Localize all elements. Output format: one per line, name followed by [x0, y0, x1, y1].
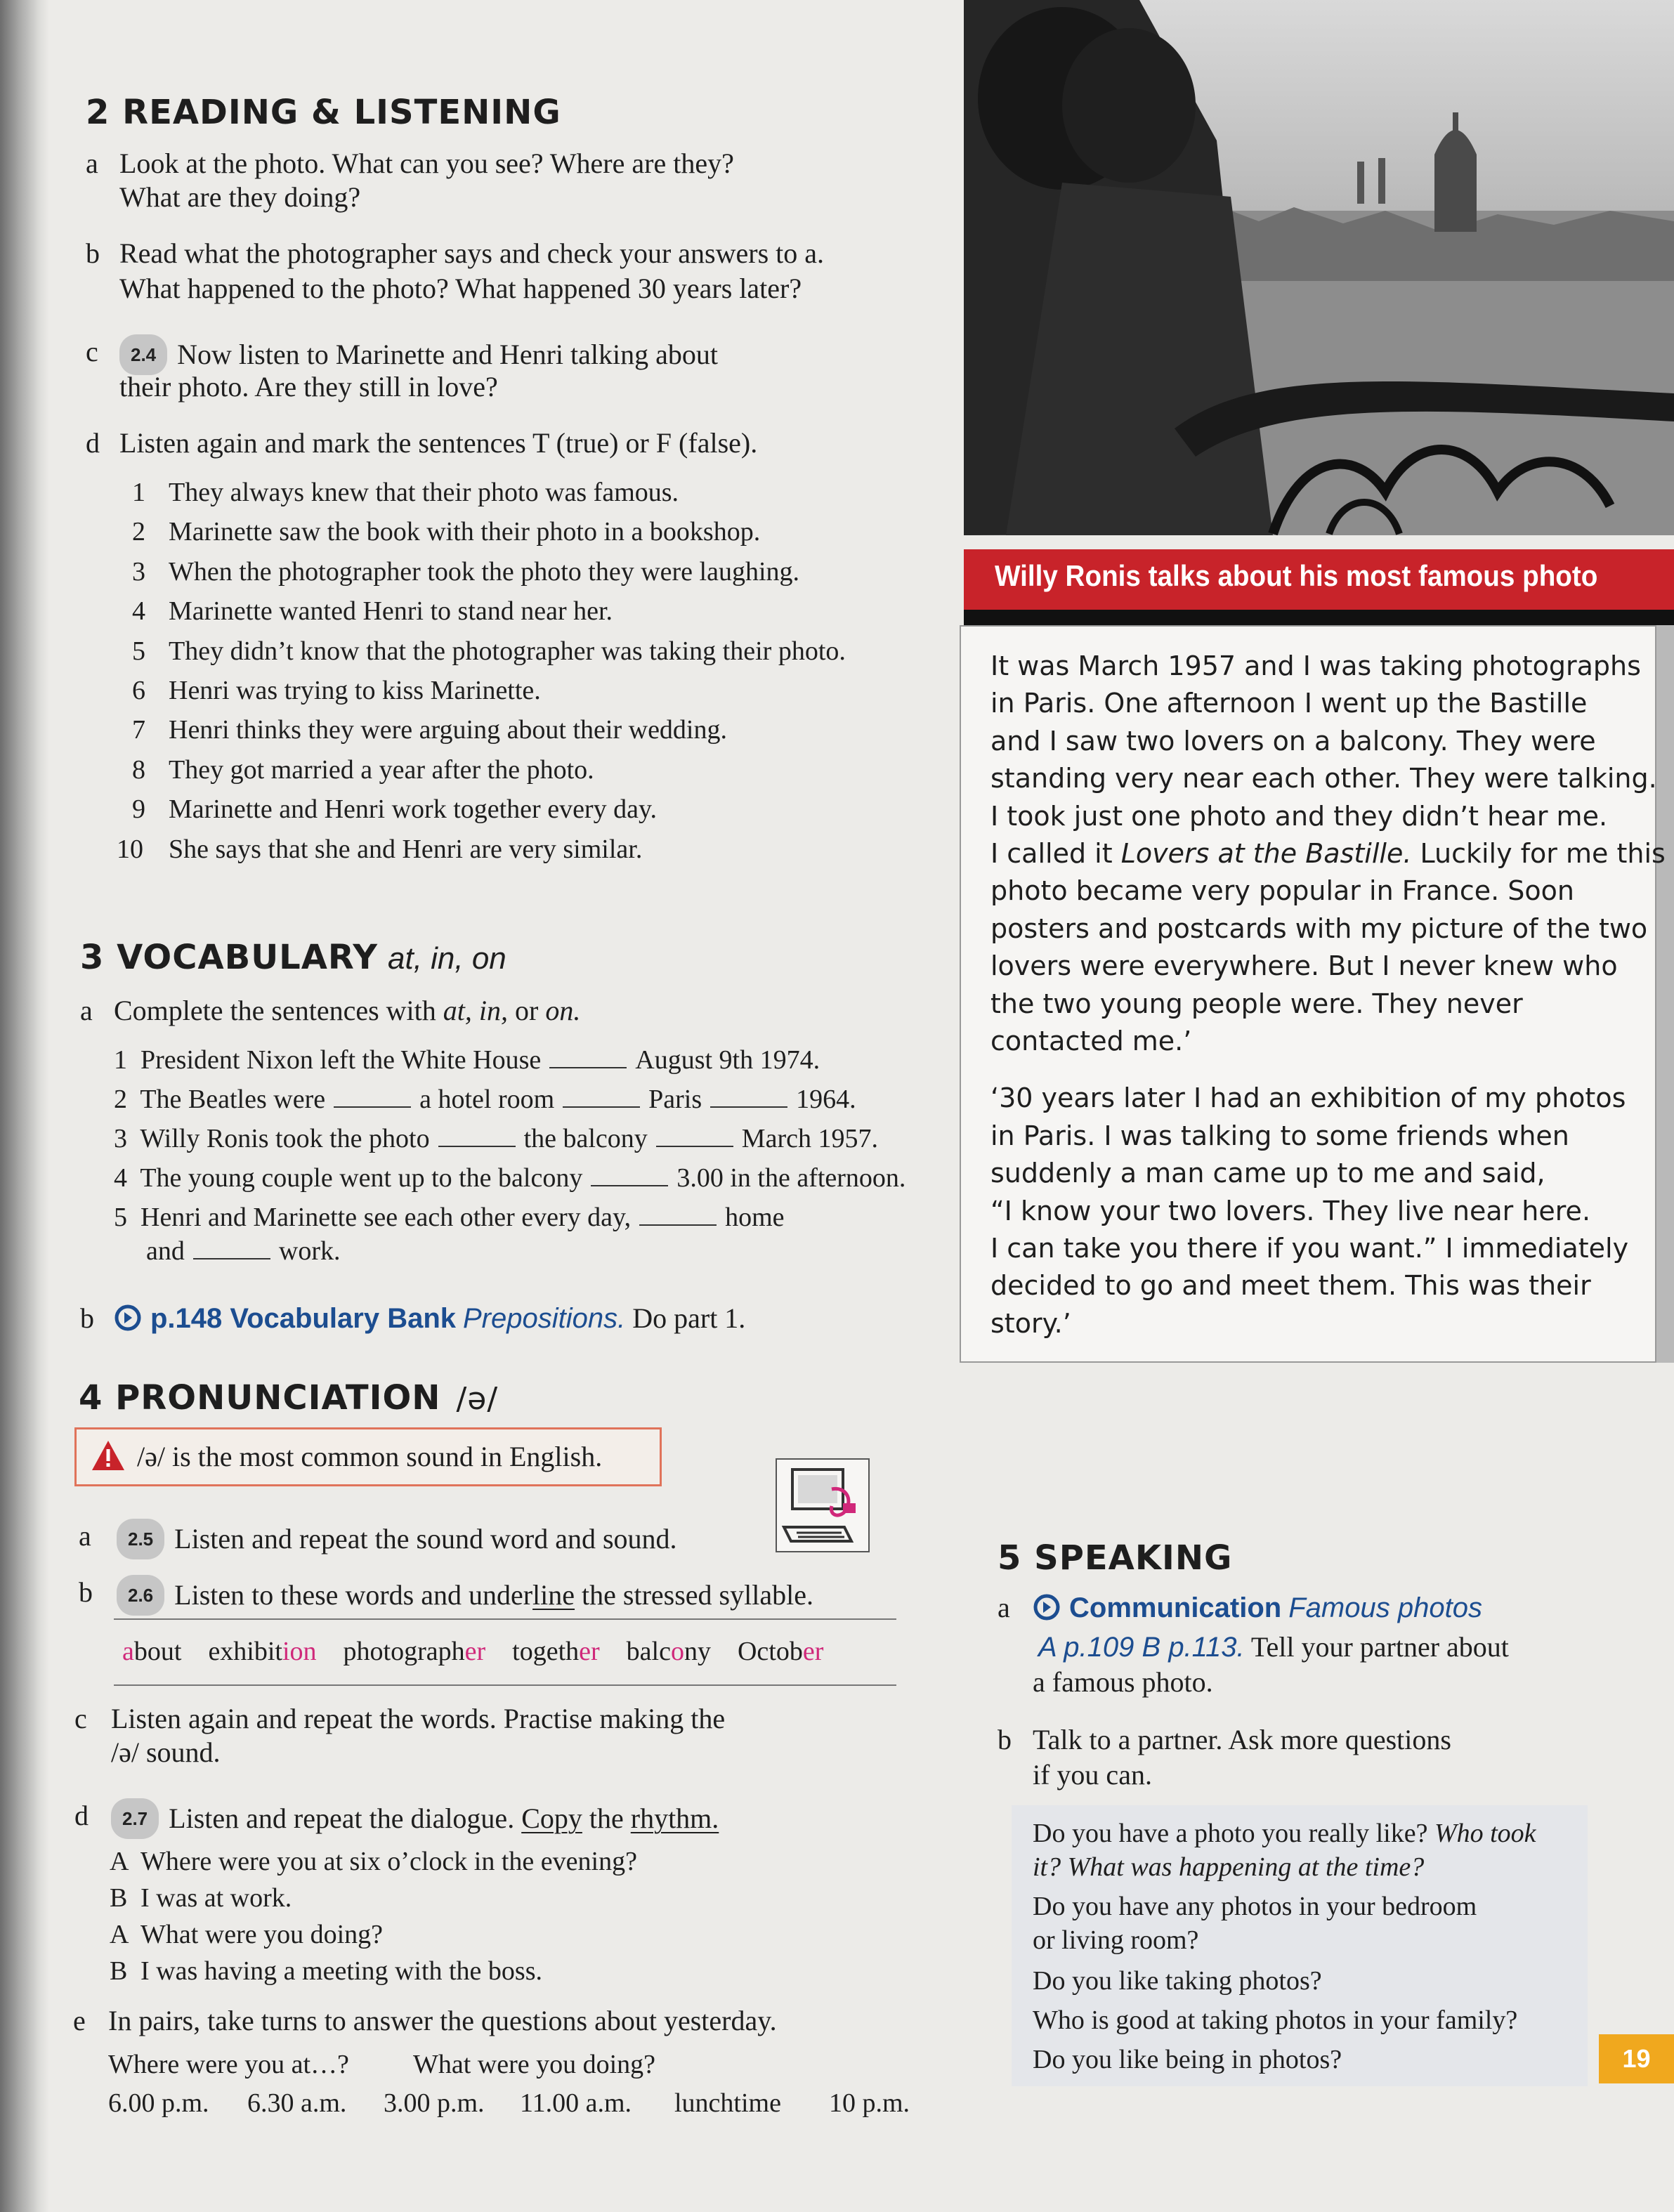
story-line: I can take you there if you want.” I immediately — [990, 1233, 1629, 1264]
section-5-heading — [998, 1538, 1232, 1578]
instruction-or: or — [515, 995, 539, 1026]
story-line: posters and postcards with my picture of the two — [990, 912, 1648, 944]
reading-a-line2: What are they doing? — [119, 181, 361, 213]
vocab-item-4 — [114, 1158, 905, 1198]
dialogue-line: Where were you at six o’clock in the evening? — [140, 1847, 637, 1876]
sentence-number: 5 — [132, 636, 145, 666]
story-line: and I saw two lovers on a balcony. They were — [990, 725, 1596, 757]
question-3: Do you like taking photos? — [1033, 1966, 1322, 1996]
vocab-text: President Nixon left the White House — [140, 1045, 542, 1075]
instruction-text: Complete the sentences with — [114, 995, 436, 1026]
speaking-b-line1: Talk to a partner. Ask more questions — [1033, 1724, 1451, 1755]
story-line: photo became very popular in France. Soon — [990, 875, 1574, 907]
section-title: READING & LISTENING — [122, 93, 561, 132]
section-4-heading — [79, 1378, 498, 1418]
instruction-part: the stressed syllable. — [582, 1579, 813, 1611]
communication-link[interactable] — [1033, 1590, 1482, 1625]
question-2-line1: Do you have any photos in your bedroom — [1033, 1892, 1477, 1921]
vocab-item-5-cont — [146, 1231, 340, 1271]
story-text-part: Luckily for me this — [1420, 838, 1666, 869]
question-1-line2 — [1033, 1850, 1424, 1884]
reading-d-intro: Listen again and mark the sentences T (true) or F (false). — [119, 427, 758, 459]
item-letter: c — [74, 1703, 87, 1734]
section-number: 3 — [80, 938, 105, 977]
section-title: SPEAKING — [1034, 1538, 1233, 1578]
dialogue-line: What were you doing? — [140, 1920, 384, 1949]
fill-blank[interactable] — [656, 1123, 733, 1147]
fill-blank[interactable] — [563, 1084, 640, 1108]
sentence-number: 3 — [132, 556, 145, 587]
warning-box — [74, 1427, 662, 1486]
phonetic-symbol: /ə/ — [456, 1381, 499, 1417]
story-line: story.’ — [990, 1307, 1071, 1339]
follow-up-question: Who took — [1434, 1819, 1536, 1848]
speaking-a-text: Tell your partner about — [1250, 1631, 1509, 1663]
vocabulary-bank-ref: p.148 Vocabulary Bank — [150, 1303, 456, 1334]
true-false-sentence: They always knew that their photo was famous. — [169, 478, 679, 507]
item-letter: b — [80, 1302, 94, 1334]
true-false-sentence: When the photographer took the photo they were laughing. — [169, 556, 800, 587]
story-line: suddenly a man came up to me and said, — [990, 1158, 1545, 1189]
communication-title: Famous photos — [1288, 1592, 1482, 1623]
vocab-item-number: 2 — [114, 1085, 127, 1114]
dialogue-speaker: B — [110, 1956, 128, 1986]
fill-blank[interactable] — [438, 1123, 516, 1147]
sentence-number: 1 — [132, 478, 145, 507]
question-2-line2: or living room? — [1033, 1925, 1199, 1955]
word-together[interactable] — [512, 1637, 600, 1666]
sentence-number: 7 — [132, 715, 145, 745]
schwa-syllable: a — [122, 1637, 134, 1666]
communication-pages: A p.109 B p.113. — [1038, 1632, 1245, 1663]
lovers-at-bastille-photo — [964, 0, 1674, 535]
fill-blank[interactable] — [639, 1202, 717, 1226]
vocabulary-bank-rest: Do part 1. — [632, 1302, 746, 1334]
section-number: 2 — [86, 93, 110, 132]
vocab-item-number: 4 — [114, 1163, 127, 1193]
pronunciation-c-line1: Listen again and repeat the words. Practise making the — [111, 1703, 726, 1734]
vocab-item-number: 3 — [114, 1124, 127, 1153]
dialogue-speaker: A — [110, 1920, 129, 1949]
true-false-sentence: Marinette saw the book with their photo in a bookshop. — [169, 517, 761, 547]
vocab-item-3 — [114, 1119, 878, 1158]
fill-blank[interactable] — [710, 1084, 787, 1108]
warning-triangle-icon — [91, 1439, 126, 1472]
dialogue-speaker: B — [110, 1883, 128, 1913]
communication-ref: Communication — [1069, 1592, 1282, 1623]
story-line: in Paris. I was talking to some friends when — [990, 1120, 1569, 1151]
preposition-at: at, — [443, 995, 472, 1026]
vocab-text: work. — [278, 1236, 341, 1266]
fill-blank[interactable] — [549, 1045, 627, 1068]
audio-track-badge: 2.7 — [111, 1798, 159, 1839]
instruction-underlined: rhythm. — [630, 1802, 719, 1834]
syllable: photograph — [343, 1637, 465, 1666]
story-line: in Paris. One afternoon I went up the Bastille — [990, 688, 1588, 719]
vocab-text: a hotel room — [419, 1085, 555, 1114]
arrow-circle-icon — [114, 1304, 142, 1332]
reading-c-text: Now listen to Marinette and Henri talking about — [177, 339, 718, 370]
syllable: Octob — [737, 1637, 803, 1666]
story-line: I took just one photo and they didn’t hear me. — [990, 800, 1608, 832]
word-about[interactable] — [122, 1637, 181, 1666]
vocab-text: Henri and Marinette see each other every day, — [140, 1203, 632, 1232]
vocab-text: and — [146, 1236, 185, 1266]
syllable: ny — [684, 1637, 711, 1666]
schwa-syllable: er — [464, 1637, 486, 1666]
reading-a-line1: Look at the photo. What can you see? Where are they? — [119, 148, 734, 179]
book-spine-shadow — [0, 0, 49, 2212]
dialogue-line: I was having a meeting with the boss. — [140, 1956, 543, 1986]
sentence-number: 4 — [132, 596, 145, 627]
reading-c-line2: their photo. Are they still in love? — [119, 371, 498, 403]
word-photographer[interactable] — [344, 1637, 486, 1666]
vocab-item-1 — [114, 1040, 820, 1080]
pronunciation-e-q2: What were you doing? — [413, 2050, 656, 2079]
photo-title: Lovers at the Bastille. — [1120, 838, 1412, 869]
true-false-sentence: Henri thinks they were arguing about their wedding. — [169, 715, 727, 745]
question-text: Do you have a photo you really like? — [1033, 1819, 1428, 1848]
vocab-item-number: 5 — [114, 1203, 127, 1232]
reading-b-line2: What happened to the photo? What happened 30 years later? — [119, 273, 802, 304]
true-false-sentence: They didn’t know that the photographer was taking their photo. — [169, 636, 846, 666]
speaking-b-line2: if you can. — [1033, 1759, 1152, 1791]
syllable: exhibit — [208, 1637, 282, 1666]
true-false-sentence: She says that she and Henri are very similar. — [169, 834, 643, 864]
sentence-number: 6 — [132, 676, 145, 705]
lovers-photo — [964, 0, 1674, 535]
story-headline: Willy Ronis talks about his most famous photo — [995, 559, 1598, 592]
story-box-shadow — [1656, 625, 1674, 1363]
question-5: Do you like being in photos? — [1033, 2045, 1342, 2074]
vocab-text: March 1957. — [741, 1124, 878, 1153]
section-3-heading — [80, 938, 506, 977]
schwa-syllable: ion — [282, 1637, 317, 1666]
syllable: togeth — [512, 1637, 580, 1666]
item-letter: a — [86, 148, 98, 179]
vocab-text: The Beatles were — [140, 1085, 326, 1114]
vocab-text: Willy Ronis took the photo — [140, 1124, 430, 1153]
true-false-sentence: They got married a year after the photo. — [169, 754, 594, 785]
schwa-syllable: o — [670, 1637, 684, 1666]
speaking-a-line2 — [1038, 1630, 1509, 1665]
pronunciation-b-text — [117, 1575, 813, 1616]
dialogue-speaker: A — [110, 1847, 129, 1876]
item-letter: b — [998, 1724, 1012, 1755]
story-line: the two young people were. They never — [990, 988, 1523, 1019]
dialogue-line: I was at work. — [140, 1883, 292, 1913]
sentence-number: 8 — [132, 754, 145, 785]
story-line — [990, 835, 1666, 872]
true-false-sentence: Henri was trying to kiss Marinette. — [169, 676, 541, 705]
item-letter: a — [998, 1592, 1010, 1623]
story-line: contacted me.’ — [990, 1026, 1192, 1056]
true-false-sentence: Marinette wanted Henri to stand near her. — [169, 596, 613, 627]
story-line: standing very near each other. They were talking. — [990, 763, 1657, 794]
vocabulary-bank-link[interactable] — [114, 1301, 745, 1336]
section-title: VOCABULARY — [117, 938, 378, 977]
fill-blank[interactable] — [334, 1084, 411, 1108]
instruction-underlined: line — [532, 1579, 575, 1611]
syllable: balc — [626, 1637, 671, 1666]
pronunciation-e-text: In pairs, take turns to answer the questions about yesterday. — [108, 2005, 777, 2036]
time-option: 10 p.m. — [829, 2088, 910, 2118]
audio-track-badge: 2.5 — [117, 1519, 164, 1559]
time-option: 6.00 p.m. — [108, 2088, 209, 2118]
preposition-on: on. — [545, 995, 581, 1026]
item-letter: e — [73, 2005, 86, 2036]
vocab-text: 3.00 in the afternoon. — [676, 1163, 906, 1193]
section-subtitle: at, in, on — [388, 941, 506, 976]
pronunciation-e-q1: Where were you at…? — [108, 2050, 349, 2079]
schwa-syllable: er — [802, 1637, 824, 1666]
follow-up-question: it? What was happening at the time? — [1033, 1852, 1425, 1882]
vocab-text: home — [725, 1203, 785, 1232]
sentence-number: 10 — [117, 834, 143, 864]
pronunciation-c-line2: /ə/ sound. — [111, 1736, 221, 1768]
vocabulary-bank-title: Prepositions. — [463, 1303, 626, 1334]
item-letter: b — [86, 237, 100, 269]
vocab-item-number: 1 — [114, 1045, 127, 1075]
item-letter: a — [79, 1520, 91, 1552]
time-option: 6.30 a.m. — [247, 2088, 347, 2118]
word-balcony[interactable] — [627, 1637, 711, 1666]
schwa-syllable: er — [579, 1637, 600, 1666]
item-letter: d — [86, 427, 100, 459]
headline-underbar — [964, 610, 1674, 625]
instruction-part: Listen to these words and under — [174, 1579, 533, 1611]
warning-text: /ə/ is the most common sound in English. — [137, 1441, 603, 1472]
pronunciation-a-text — [117, 1519, 677, 1559]
audio-track-badge: 2.4 — [119, 334, 167, 375]
arrow-circle-icon — [1033, 1593, 1061, 1621]
story-line: “I know your two lovers. They live near here. — [990, 1195, 1591, 1226]
time-option: 3.00 p.m. — [384, 2088, 485, 2118]
section-number: 5 — [998, 1538, 1022, 1578]
computer-sound-picture — [776, 1458, 870, 1552]
word-box-bottom-rule — [114, 1684, 896, 1686]
item-letter: d — [74, 1800, 89, 1831]
section-number: 4 — [79, 1378, 103, 1418]
word-box-top-rule — [114, 1618, 896, 1620]
time-option: 11.00 a.m. — [520, 2088, 632, 2118]
story-line: It was March 1957 and I was taking photographs — [990, 650, 1641, 681]
story-headline-bar — [964, 549, 1674, 610]
item-letter: c — [86, 336, 98, 367]
stress-word-list — [122, 1634, 823, 1669]
word-exhibition[interactable] — [208, 1637, 316, 1666]
vocab-text: August 9th 1974. — [635, 1045, 820, 1075]
story-text-part: I called it — [990, 838, 1113, 869]
section-2-heading — [86, 93, 561, 132]
story-line: ‘30 years later I had an exhibition of my photos — [990, 1082, 1626, 1114]
question-4: Who is good at taking photos in your family? — [1033, 2005, 1518, 2035]
sentence-number: 2 — [132, 517, 145, 547]
word-october[interactable] — [738, 1637, 823, 1666]
reading-b-line1: Read what the photographer says and check your answers to a. — [119, 237, 825, 269]
instruction-part: Listen and repeat the dialogue. — [169, 1802, 515, 1834]
vocab-text: the balcony — [523, 1124, 648, 1153]
pronunciation-d-text — [111, 1798, 719, 1839]
true-false-sentence: Marinette and Henri work together every day. — [169, 794, 657, 825]
instruction-part: the — [589, 1802, 624, 1834]
vocab-text: 1964. — [796, 1085, 856, 1114]
syllable: bout — [133, 1637, 182, 1666]
instruction-underlined: Copy — [521, 1802, 582, 1834]
time-option: lunchtime — [674, 2088, 781, 2118]
item-letter: a — [80, 995, 93, 1026]
vocabulary-a-instruction — [114, 993, 580, 1028]
section-title: PRONUNCIATION — [115, 1378, 441, 1418]
story-line: lovers were everywhere. But I never knew who — [990, 950, 1618, 982]
vocab-text: The young couple went up to the balcony — [140, 1163, 583, 1193]
pronunciation-a-instruction: Listen and repeat the sound word and sound. — [174, 1523, 677, 1555]
vocab-item-2 — [114, 1080, 856, 1119]
speaking-a-line3: a famous photo. — [1033, 1666, 1213, 1698]
story-line: decided to go and meet them. This was their — [990, 1270, 1591, 1302]
sentence-number: 9 — [132, 794, 145, 825]
fill-blank[interactable] — [193, 1236, 270, 1259]
fill-blank[interactable] — [591, 1163, 668, 1186]
item-letter: b — [79, 1576, 93, 1608]
computer-icon — [777, 1460, 868, 1551]
page-number-tab — [1599, 2034, 1674, 2083]
audio-track-badge: 2.6 — [117, 1575, 164, 1616]
preposition-in: in, — [478, 995, 509, 1026]
vocab-text: Paris — [648, 1085, 702, 1114]
page-number: 19 — [1622, 2044, 1651, 2073]
question-1-line1 — [1033, 1817, 1536, 1850]
